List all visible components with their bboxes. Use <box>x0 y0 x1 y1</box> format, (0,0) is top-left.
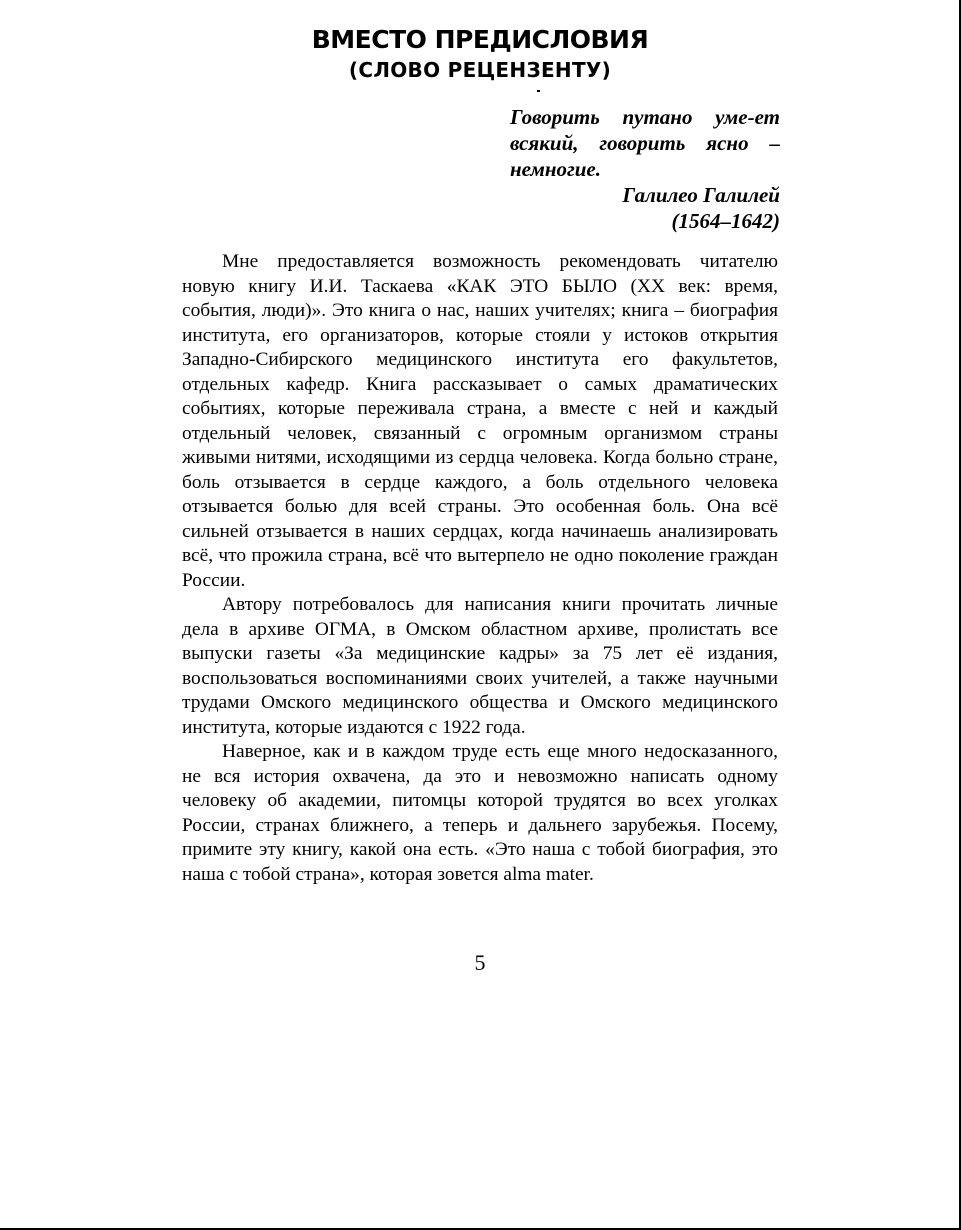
paragraph: Наверное, как и в каждом труде есть еще много недосказанного, не вся история охвачена, да это и невозможно написать одному человеку об академии, питомцы которой трудятся во всех уголках России, странах ближнего, а теперь и дальнего зарубежья. Посему, примите эту книгу, какой она есть. «Это наша с тобой биография, это наша с тобой страна», которая зовется alma mater. <box>182 741 778 885</box>
epigraph <box>480 104 780 234</box>
chapter-subtitle: (СЛОВО РЕЦЕНЗЕНТУ) <box>348 58 612 82</box>
chapter-heading <box>180 24 780 86</box>
epigraph-quote: Говорить путано уме-ет всякий, говорить ясно – немногие. <box>510 105 780 181</box>
body-text <box>182 250 778 887</box>
epigraph-author: Галилео Галилей <box>622 183 780 207</box>
chapter-title: ВМЕСТО ПРЕДИСЛОВИЯ <box>311 25 649 54</box>
epigraph-years: (1564–1642) <box>671 209 780 233</box>
page-number: 5 <box>474 950 486 975</box>
small-dash-mark <box>537 90 540 92</box>
paragraph: Автору потребовалось для написания книги прочитать личные дела в архиве ОГМА, в Омском областном архиве, пролистать все выпуски газеты «За медицинские кадры» за 75 лет её издания, воспользоваться воспоминаниями своих учителей, а также научными трудами Омского медицинского общества и Омского медицинского института, которые издаются с 1922 года. <box>182 594 778 738</box>
paragraph: Мне предоставляется возможность рекомендовать читателю новую книгу И.И. Таскаева «КАК ЭТО БЫЛО (XX век: время, события, люди)». Это книга о нас, наших учителях; книга – биография института, его организаторов, которые стояли у истоков открытия Западно-Сибирского медицинского института его факультетов, отдельных кафедр. Книга рассказывает о самых драматических событиях, которые переживала страна, а вместе с ней и каждый отдельный человек, связанный с огромным организмом страны живыми нитями, исходящими из сердца человека. Когда больно стране, боль отзывается в сердце каждого, а боль отдельного человека отзывается болью для всей страны. Это особенная боль. Она всё сильней отзывается в наших сердцах, когда начинаешь анализировать всё, что прожила страна, всё что вытерпело не одно поколение граждан России. <box>182 251 778 591</box>
